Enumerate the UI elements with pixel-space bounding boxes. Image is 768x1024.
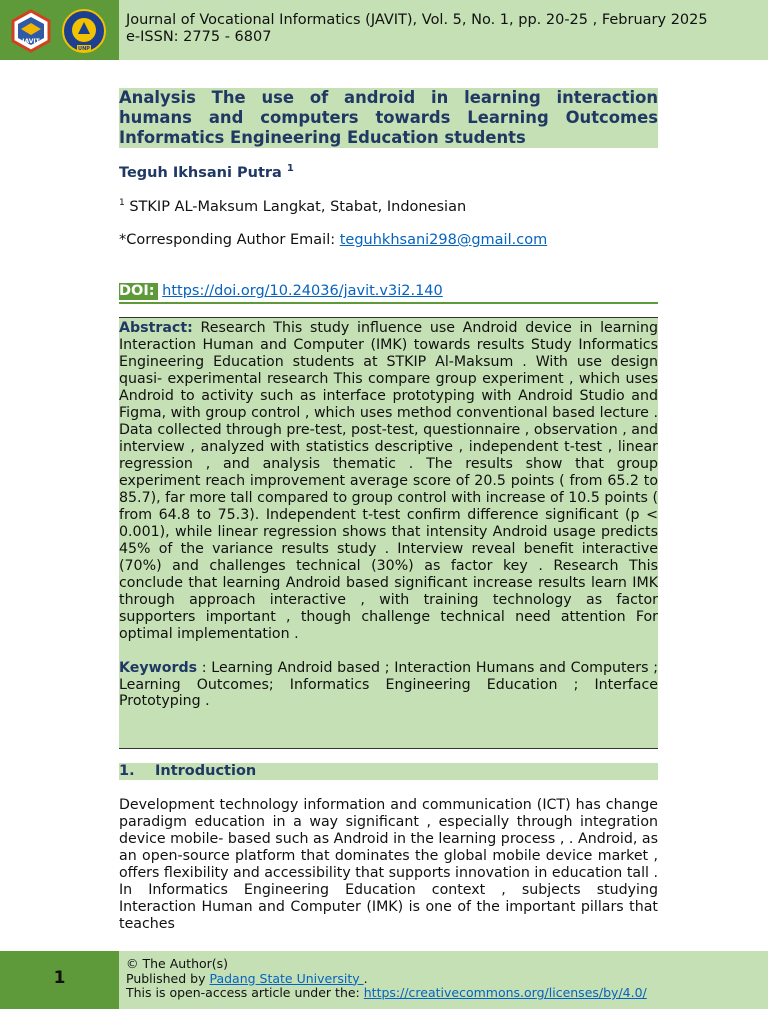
publisher-link[interactable]: Padang State University bbox=[209, 970, 364, 986]
affiliation-marker: 1 bbox=[119, 198, 125, 208]
keywords-list: : Learning Android based ; Interaction Humans and Computers ; Learning Outcomes; Informatics Engineering Education ; Interface Prototyping . bbox=[119, 660, 658, 709]
title-line: Informatics Engineering Education students bbox=[119, 128, 526, 147]
svg-text:UNP: UNP bbox=[78, 46, 90, 52]
page-number: 1 bbox=[53, 968, 66, 988]
author-affiliation-marker: 1 bbox=[286, 163, 294, 174]
javit-logo-icon bbox=[9, 9, 53, 53]
header-logo-panel bbox=[0, 0, 119, 60]
section-title: Introduction bbox=[155, 763, 257, 779]
svg-text:JAVIT: JAVIT bbox=[22, 38, 40, 45]
section-heading-introduction bbox=[119, 763, 658, 780]
title-line: humans and computers towards Learning Outcomes bbox=[119, 108, 658, 127]
corresponding-author: *Corresponding Author Email: teguhkhsani298@gmail.com bbox=[119, 232, 548, 248]
article-title bbox=[119, 88, 658, 148]
abstract bbox=[119, 320, 658, 643]
journal-citation bbox=[126, 12, 708, 46]
publisher-line: Published by Padang State University . bbox=[126, 970, 368, 986]
unp-logo-icon bbox=[61, 8, 107, 54]
journal-line: Journal of Vocational Informatics (JAVIT), Vol. 5, No. 1, pp. 20-25 , February 2025 bbox=[126, 12, 708, 28]
footer-license-info bbox=[126, 957, 647, 1001]
keywords bbox=[119, 660, 658, 710]
abstract-box bbox=[119, 317, 658, 749]
license-line: This is open-access article under the: https://creativecommons.org/licenses/by/4.0/ bbox=[126, 985, 647, 1000]
keywords-label: Keywords bbox=[119, 660, 198, 676]
title-line: Analysis The use of android in learning interaction bbox=[119, 88, 658, 107]
doi-divider bbox=[119, 302, 658, 304]
affiliation: $^1$ STKIP AL-Maksum Langkat, Stabat, Indonesian bbox=[119, 198, 467, 215]
doi-row bbox=[119, 283, 658, 303]
doi-link[interactable]: https://doi.org/10.24036/javit.v3i2.140 bbox=[162, 283, 443, 299]
section-number: 1. bbox=[119, 763, 135, 779]
issn-line: e-ISSN: 2775 - 6807 bbox=[126, 29, 272, 45]
author-email-link[interactable]: teguhkhsani298@gmail.com bbox=[339, 232, 548, 248]
license-link[interactable]: https://creativecommons.org/licenses/by/4.0/ bbox=[363, 985, 647, 1000]
page-number-box bbox=[0, 951, 119, 1009]
doi-label: DOI: bbox=[119, 283, 158, 300]
abstract-label: Abstract: bbox=[119, 320, 193, 336]
author-name: Teguh Ikhsani Putra $^1$ bbox=[119, 163, 294, 181]
journal-header bbox=[0, 0, 768, 60]
copyright-line: © The Author(s) bbox=[126, 956, 229, 971]
abstract-body: Research This study influence use Android device in learning Interaction Human and Computer (IMK) towards results Study Informatics Engineering Education students at STKIP Al-Maksum . With use design quasi- experimental research This compare group experiment , which uses Android to activity such as interface prototyping with Android Studio and Figma, with group control , which uses method conventional based lecture . Data collected through pre-test, post-test, questionnaire , observation , and interview , analyzed with statistics descriptive , independent t-test , linear regression , and analysis thematic . The results show that group experiment reach improvement average score of 20.5 points ( from 65.2 to 85.7), far more tall compared to group control with increase of 10.5 points ( from 64.8 to 75.3). Independent t-test confirm difference significant (p < 0.001), while linear regression shows that intensity Android usage predicts 45% of the variance results study . Interview reveal benefit interactive (70%) and challenges technical (30%) as factor key . Research This conclude that learning Android based significant increase results learn IMK through approach interactive , with training technology as factor supporters important , though challenge technical need attention For optimal implementation . bbox=[119, 320, 658, 642]
page-footer bbox=[0, 951, 768, 1009]
introduction-paragraph: Development technology information and communication (ICT) has change paradigm education in a way significant , especially through integration device mobile- based such as Android in the learning process , . Android, as an open-source platform that dominates the global mobile device market , offers flexibility and accessibility that supports innovation in education tall . In Informatics Engineering Education context , subjects studying Interaction Human and Computer (IMK) is one of the important pillars that teaches bbox=[119, 797, 658, 932]
